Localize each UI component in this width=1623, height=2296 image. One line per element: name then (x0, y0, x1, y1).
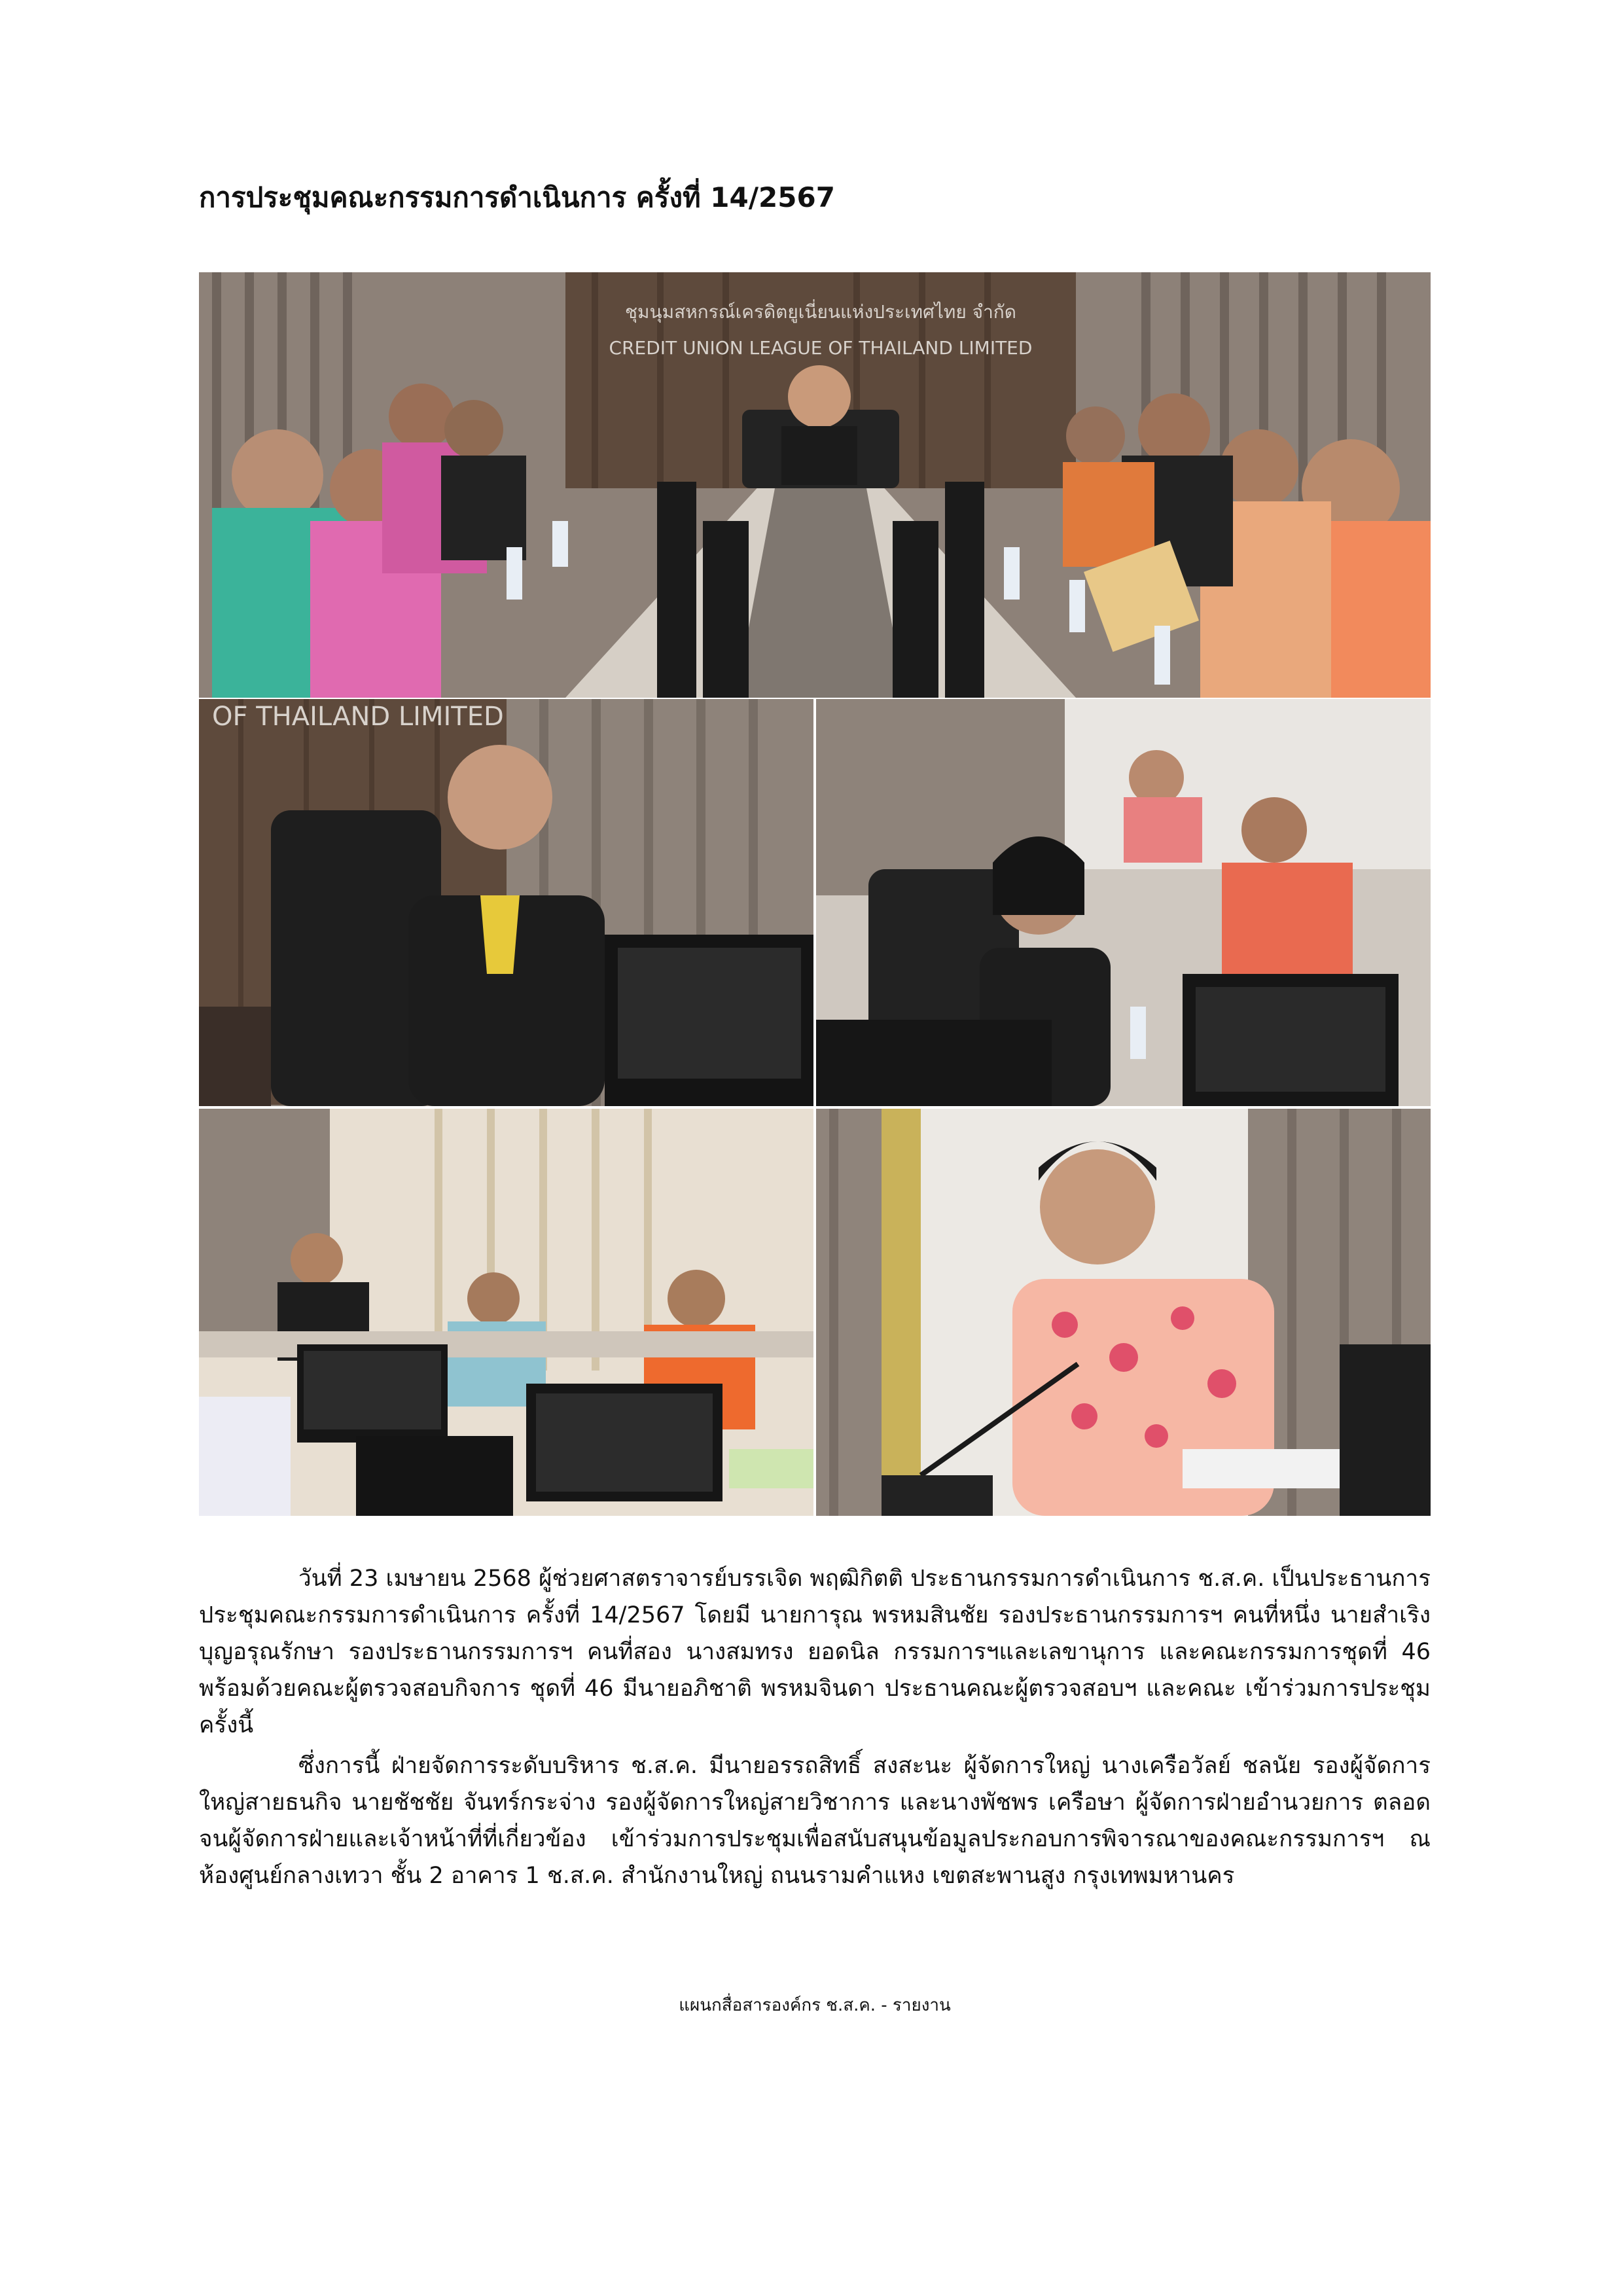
article-paragraph: ซึ่งการนี้ ฝ่ายจัดการระดับบริหาร ช.ส.ค. มีนายอรรถสิทธิ์ สงสะนะ ผู้จัดการใหญ่ นางเครือวัลย์ ชลนัย รองผู้จัดการใหญ่สายธนกิจ นายชัชชัย จันทร์กระจ่าง รองผู้จัดการใหญ่สายวิชาการ และนางพัชพร เครือษา ผู้จัดการฝ่ายอำนวยการ ตลอดจนผู้จัดการฝ่ายและเจ้าหน้าที่ที่เกี่ยวข้อง เข้าร่วมการประชุมเพื่อสนับสนุนข้อมูลประกอบการพิจารณาของคณะกรรมการฯ ณ ห้องศูนย์กลางเทวา ชั้น 2 อาคาร 1 ช.ส.ค. สำนักงานใหญ่ ถนนรามคำแหง เขตสะพานสูง กรุงเทพมหานคร (199, 1753, 1431, 1889)
article-paragraph: วันที่ 23 เมษายน 2568 ผู้ช่วยศาสตราจารย์บรรเจิด พฤฒิกิตติ ประธานกรรมการดำเนินการ ช.ส.ค. เป็นประธานการประชุมคณะกรรมการดำเนินการ ครั้งที่ 14/2567 โดยมี นายการุณ พรหมสินชัย รองประธานกรรมการฯ คนที่หนึ่ง นายสำเริง บุญอรุณรักษา รองประธานกรรมการฯ คนที่สอง นางสมทรง ยอดนิล กรรมการฯและเลขานุการ และคณะกรรมการชุดที่ 46 พร้อมด้วยคณะผู้ตรวจสอบกิจการ ชุดที่ 46 มีนายอภิชาติ พรหมจินดา ประธานคณะผู้ตรวจสอบฯ และคณะ เข้าร่วมการประชุมครั้งนี้ (199, 1566, 1431, 1738)
meeting-photo-wide (199, 272, 1431, 698)
meeting-photo-woman (816, 699, 1431, 1106)
page-title: การประชุมคณะกรรมการดำเนินการ ครั้งที่ 14/2567 (199, 181, 835, 213)
wall-sign-english-partial: OF THAILAND LIMITED (212, 702, 504, 732)
wall-sign-thai: ชุมนุมสหกรณ์เครดิตยูเนี่ยนแห่งประเทศไทย จำกัด (625, 301, 1016, 323)
wall-sign-english: CREDIT UNION LEAGUE OF THAILAND LIMITED (609, 337, 1033, 359)
meeting-photo-member-speaking (816, 1109, 1431, 1516)
article-body (199, 1560, 1431, 1898)
report-footer: แผนกสื่อสารองค์กร ช.ส.ค. - รายงาน (679, 1996, 951, 2015)
meeting-photo-members-row (199, 1109, 813, 1516)
meeting-photo-chairman (199, 699, 813, 1106)
